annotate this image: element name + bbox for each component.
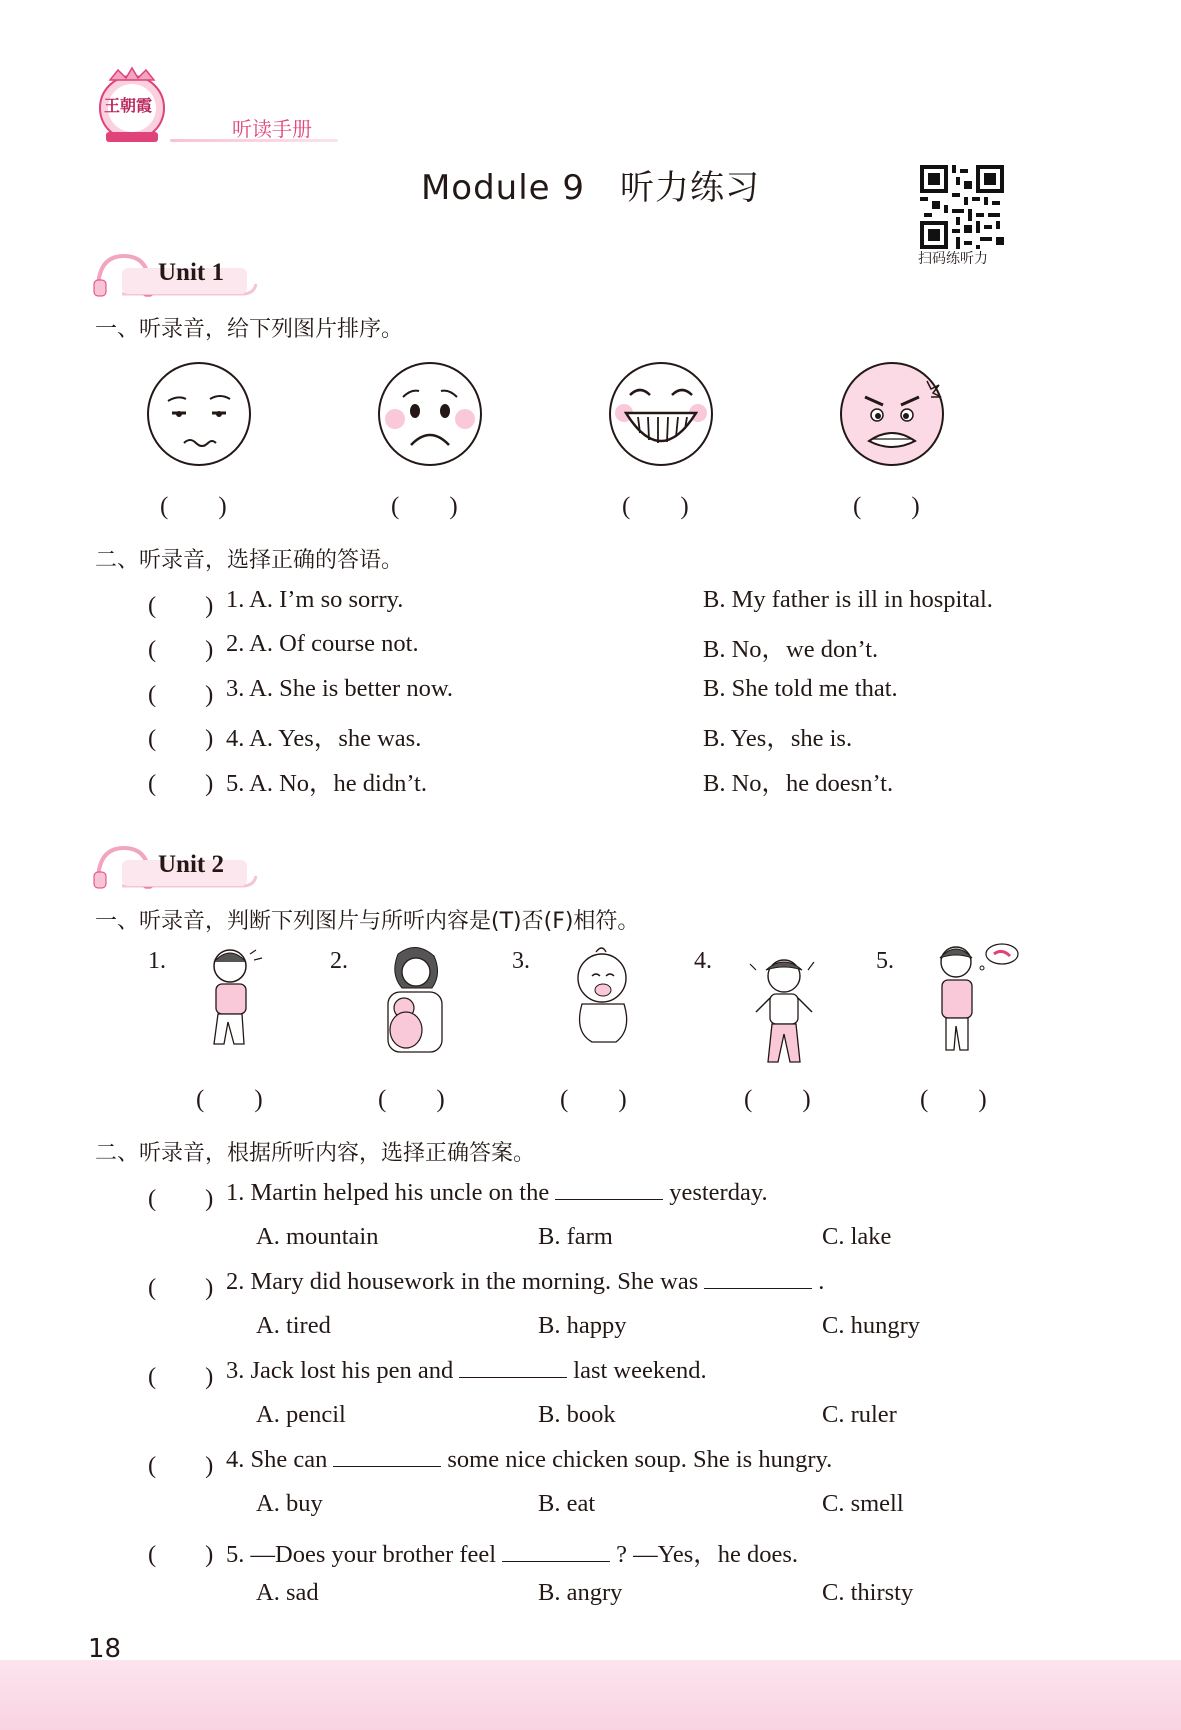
unit2-picture-answer-3[interactable]: ( ) [560,1086,627,1113]
unit2-q3-option-b: B. book [538,1401,616,1428]
unit1-q5-option-a: 5. A. No，he didn’t. [226,770,427,797]
girl-thinking-of-food-icon [926,940,1022,1062]
unit1-q2-option-a: 2. A. Of course not. [226,630,419,657]
unit2-q4-option-b: B. eat [538,1490,596,1517]
unit1-q1-option-b: B. My father is ill in hospital. [703,586,993,613]
unit2-q3-stem: 3. Jack lost his pen and last weekend. [226,1357,707,1384]
unit2-q5-paren[interactable]: ( ) [148,1541,214,1568]
unit1-q1-paren[interactable]: ( ) [148,592,214,619]
unit2-q2-option-a: A. tired [256,1312,331,1339]
unit2-q4-option-c: C. smell [822,1490,904,1517]
unit2-q2-option-b: B. happy [538,1312,627,1339]
angry-face-icon [839,361,945,467]
unit1-face-answer-4[interactable]: ( ) [853,493,920,520]
sad-face-icon [377,361,483,467]
unit2-q2-stem: 2. Mary did housework in the morning. She was . [226,1268,825,1295]
unit1-q3-option-b: B. She told me that. [703,675,898,702]
unit2-q3-option-c: C. ruler [822,1401,897,1428]
unit1-q4-paren[interactable]: ( ) [148,725,214,752]
unit2-q2-paren[interactable]: ( ) [148,1274,214,1301]
unit1-q4-option-a: 4. A. Yes，she was. [226,725,422,752]
page-number: 18 [88,1634,122,1664]
unit2-q4-option-a: A. buy [256,1490,323,1517]
footer-band [0,1660,1181,1730]
unit2-picture-answer-1[interactable]: ( ) [196,1086,263,1113]
unit2-q5-option-b: B. angry [538,1579,623,1606]
unit2-q5-stem: 5. —Does your brother feel ? —Yes，he does. [226,1541,799,1568]
crying-baby-icon [566,944,640,1048]
qr-caption: 扫码练听力 [918,251,988,267]
unit1-q2-paren[interactable]: ( ) [148,636,214,663]
unit2-q3-paren[interactable]: ( ) [148,1363,214,1390]
unit2-q1-paren[interactable]: ( ) [148,1185,214,1212]
unit1-q4-option-b: B. Yes，she is. [703,725,853,752]
unit2-q5-option-a: A. sad [256,1579,319,1606]
unit2-q5-option-c: C. thirsty [822,1579,914,1606]
unit1-q5-paren[interactable]: ( ) [148,770,214,797]
q5-blank[interactable] [502,1541,610,1562]
unit2-part1-instruction: 一、听录音，判断下列图片与所听内容是(T)否(F)相符。 [95,909,640,934]
unit2-q1-option-a: A. mountain [256,1223,379,1250]
unit1-q3-option-a: 3. A. She is better now. [226,675,454,702]
laughing-face-icon [608,361,714,467]
unit1-face-answer-3[interactable]: ( ) [622,493,689,520]
unit1-q2-option-b: B. No，we don’t. [703,636,879,663]
q1-blank[interactable] [555,1179,663,1200]
unit1-q1-option-a: 1. A. I’m so sorry. [226,586,404,613]
unit1-part1-instruction: 一、听录音，给下列图片排序。 [95,317,404,342]
angry-boy-icon [744,954,824,1070]
unit2-q1-option-c: C. lake [822,1223,892,1250]
unit2-picture-answer-5[interactable]: ( ) [920,1086,987,1113]
picture-number-3: 3. [512,948,530,974]
unit2-picture-answer-2[interactable]: ( ) [378,1086,445,1113]
unit2-part2-instruction: 二、听录音，根据所听内容，选择正确答案。 [95,1141,536,1166]
woman-holding-teddy-icon [368,944,458,1058]
unit2-q3-option-a: A. pencil [256,1401,346,1428]
unit1-face-answer-2[interactable]: ( ) [391,493,458,520]
book-label: 听读手册 [232,117,312,141]
q4-blank[interactable] [333,1446,441,1467]
sick-boy-icon [196,944,270,1062]
unit2-q1-stem: 1. Martin helped his uncle on the yesterday. [226,1179,768,1206]
q3-blank[interactable] [459,1357,567,1378]
qr-code-icon[interactable] [920,165,1004,249]
picture-number-5: 5. [876,948,894,974]
logo-text: 王朝霞 [104,96,153,115]
worried-face-icon [146,361,252,467]
unit2-q4-stem: 4. She can some nice chicken soup. She is hungry. [226,1446,833,1473]
picture-number-4: 4. [694,948,712,974]
picture-number-2: 2. [330,948,348,974]
unit2-q2-option-c: C. hungry [822,1312,920,1339]
unit1-part2-instruction: 二、听录音，选择正确的答语。 [95,548,404,573]
unit2-q4-paren[interactable]: ( ) [148,1452,214,1479]
unit2-q1-option-b: B. farm [538,1223,613,1250]
unit-1-label: Unit 1 [158,259,224,286]
module-title: Module 9 听力练习 [420,168,761,208]
unit1-face-answer-1[interactable]: ( ) [160,493,227,520]
unit1-q5-option-b: B. No，he doesn’t. [703,770,894,797]
q2-blank[interactable] [704,1268,812,1289]
unit2-picture-answer-4[interactable]: ( ) [744,1086,811,1113]
picture-number-1: 1. [148,948,166,974]
unit1-q3-paren[interactable]: ( ) [148,681,214,708]
unit-2-label: Unit 2 [158,851,224,878]
